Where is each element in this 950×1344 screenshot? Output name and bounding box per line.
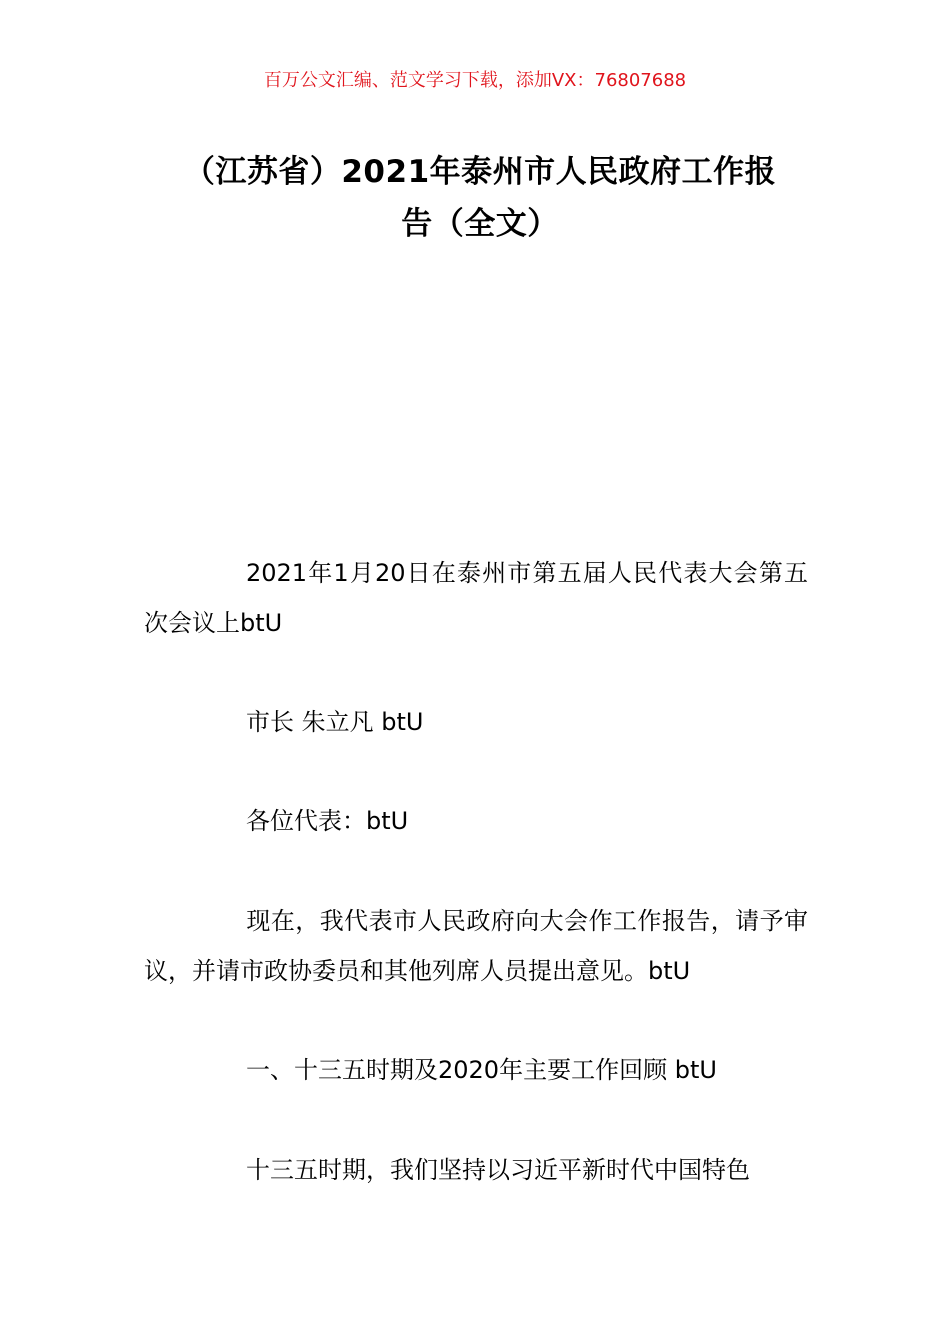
paragraph-text: 各位代表：btU [246,807,409,835]
paragraph-review-start [144,1145,808,1195]
paragraph-meeting-info [144,548,808,648]
paragraph-text: 十三五时期，我们坚持以习近平新时代中国特色 [246,1156,750,1184]
section-heading-1 [144,1045,808,1095]
paragraph-text: 市长 朱立凡 btU [246,708,424,736]
paragraph-mayor [144,697,808,747]
title-line-2: 告（全文） [401,206,559,242]
section-heading-text: 一、十三五时期及2020年主要工作回顾 btU [246,1056,717,1084]
paragraph-text: 2021年1月20日在泰州市第五届人民代表大会第五次会议上btU [144,559,808,637]
paragraph-text: 现在，我代表市人民政府向大会作工作报告，请予审议，并请市政协委员和其他列席人员提出意见。btU [144,907,808,985]
title-line-1: （江苏省）2021年泰州市人民政府工作报 [183,154,777,190]
paragraph-salutation [144,796,808,846]
paragraph-opening [144,896,808,996]
header-note: 百万公文汇编、范文学习下载，添加VX：76807688 [263,70,687,91]
document-title [140,146,820,250]
